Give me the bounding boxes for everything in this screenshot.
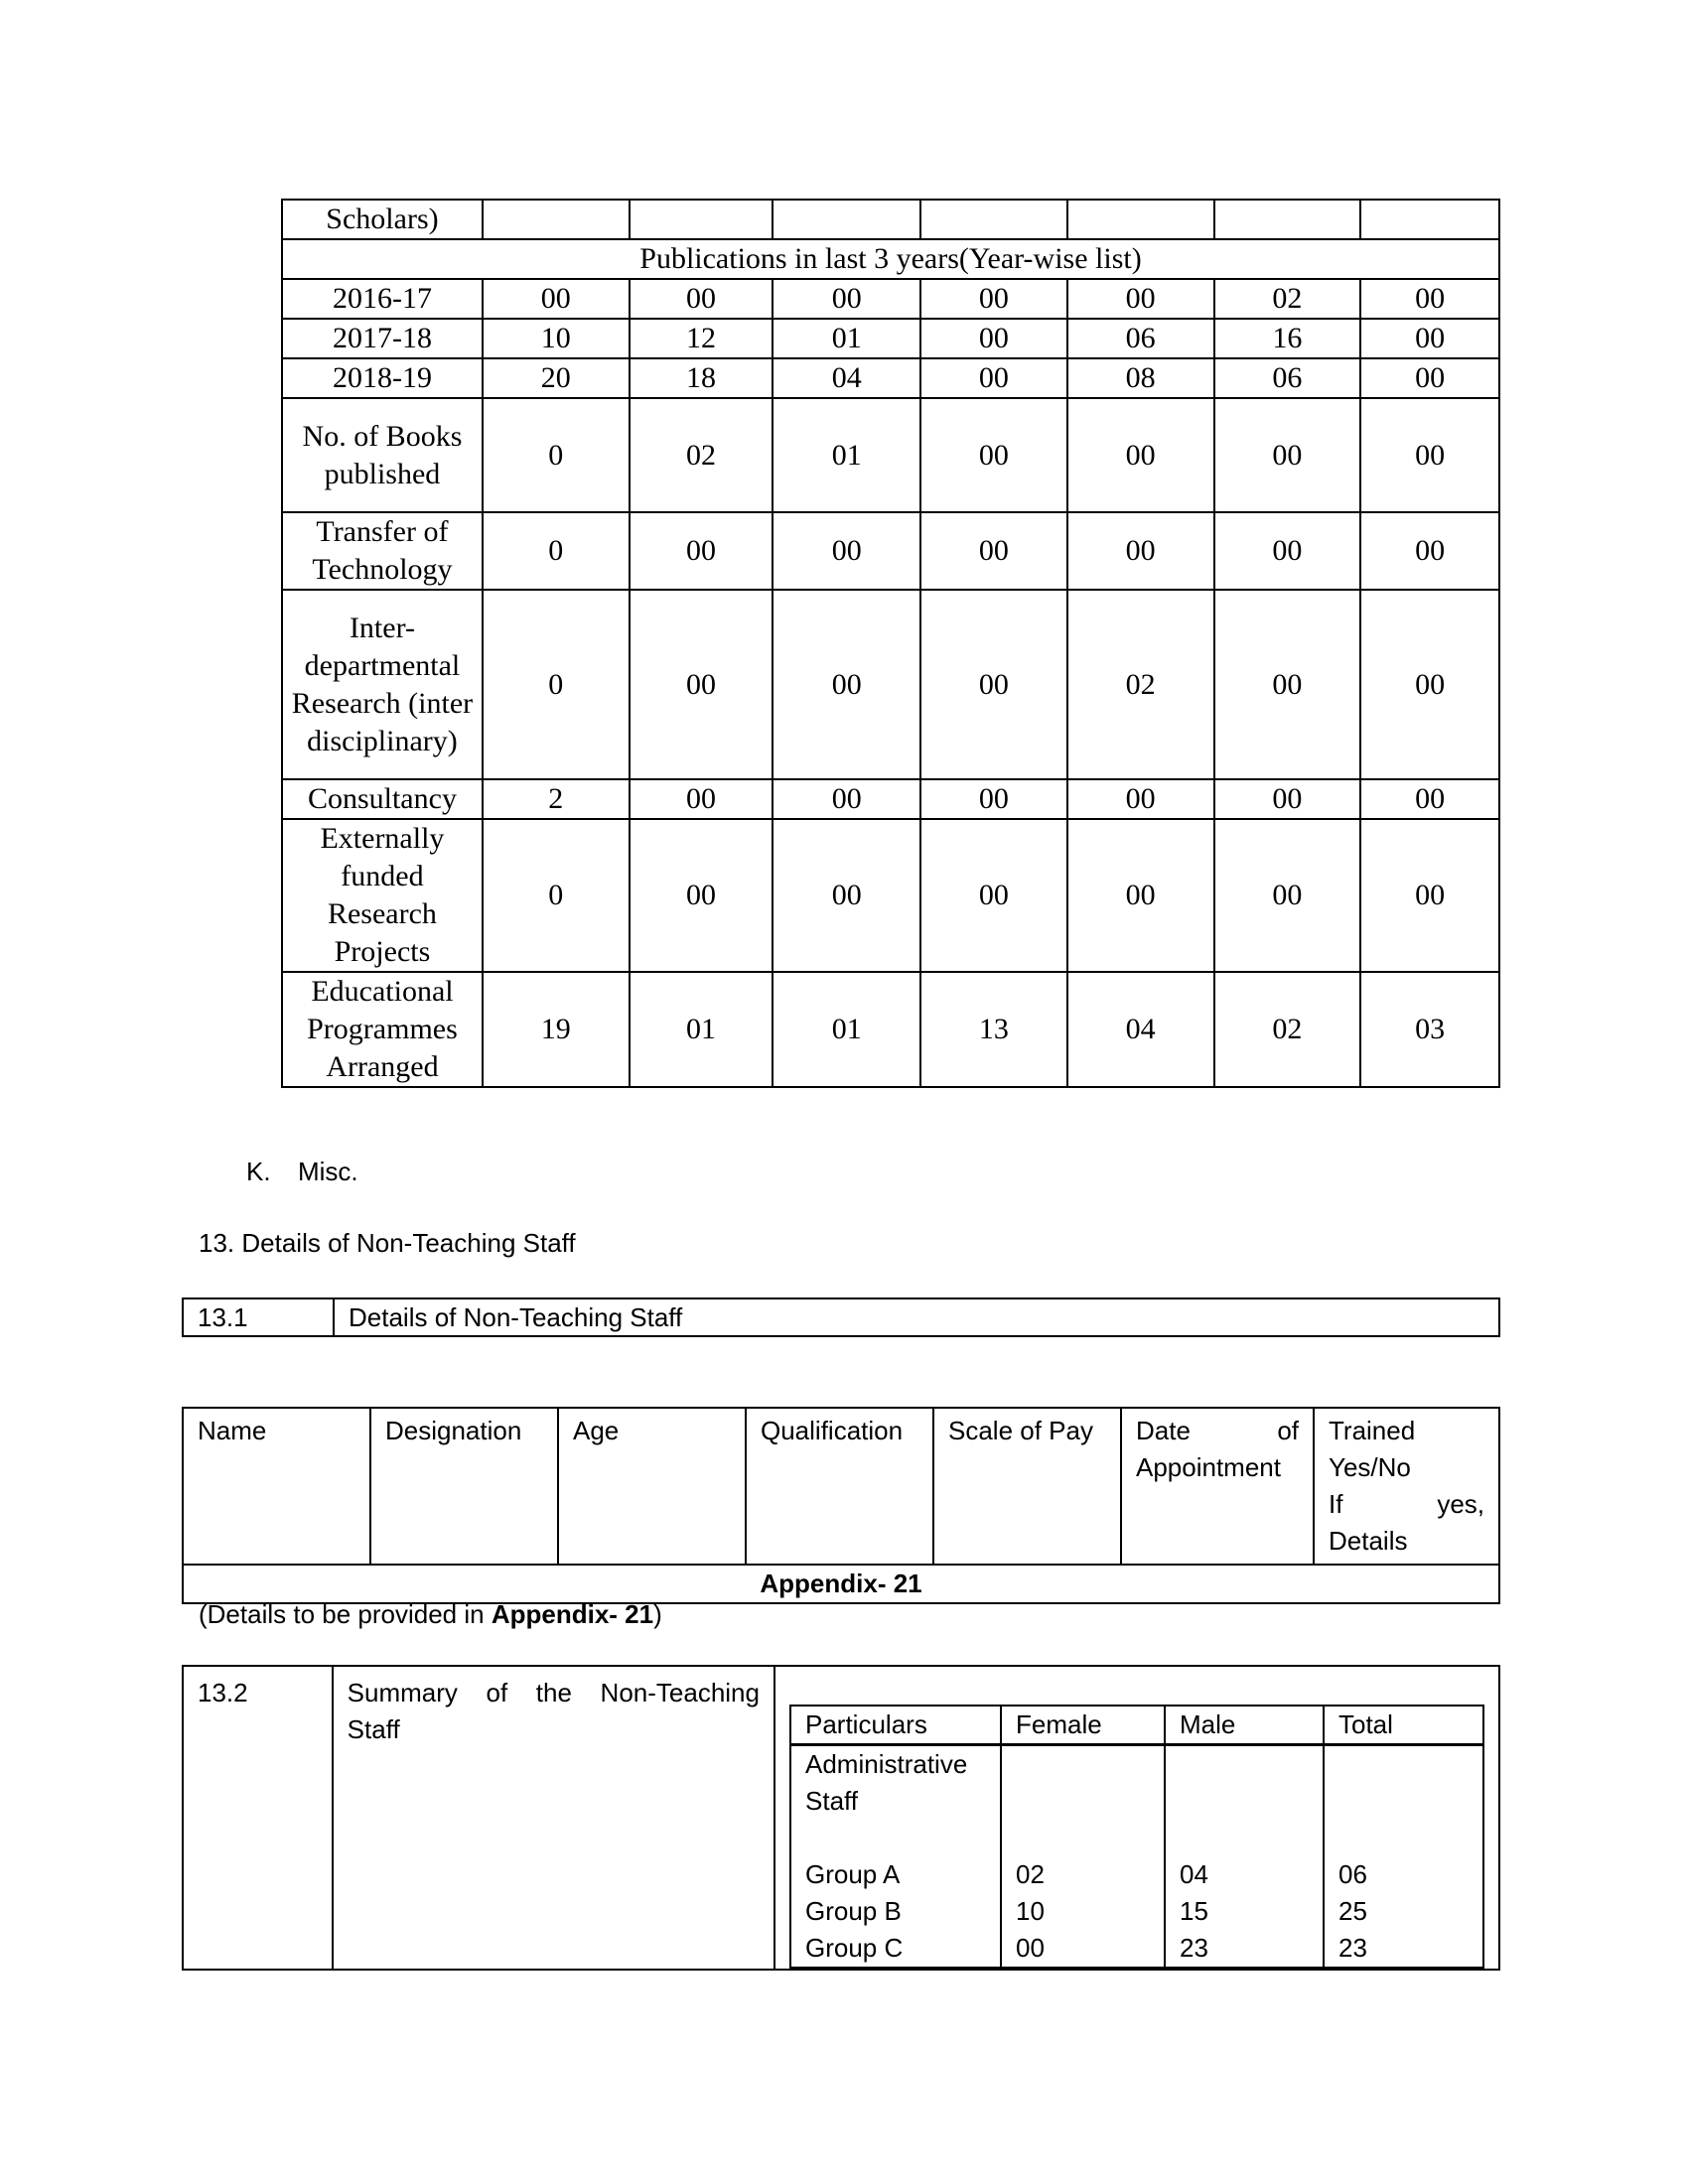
table-row xyxy=(282,279,1499,319)
cell: 00 xyxy=(920,819,1067,972)
summary-table xyxy=(789,1705,1484,1969)
cell: 00 xyxy=(1214,819,1361,972)
cell: 00 xyxy=(630,279,774,319)
row-label: Scholars) xyxy=(282,200,483,239)
cell: 04 xyxy=(1067,972,1214,1087)
cell: 0 xyxy=(483,590,630,779)
column-header: Designation xyxy=(370,1408,558,1565)
column-header: Male xyxy=(1165,1706,1324,1745)
table-row xyxy=(282,819,1499,972)
cell: 00 xyxy=(1360,319,1499,358)
appendix-reference: Appendix- 21 xyxy=(183,1565,1499,1603)
misc-heading xyxy=(246,1157,358,1187)
cell: 00 xyxy=(630,819,774,972)
subsection-label: Summary of the Non-Teaching Staff xyxy=(333,1666,774,1970)
column-header: Age xyxy=(558,1408,746,1565)
cell: 02 xyxy=(1214,279,1361,319)
misc-label: Misc. xyxy=(298,1157,358,1186)
cell: 00 xyxy=(920,512,1067,590)
group-name: Group C xyxy=(805,1933,904,1963)
cell: 06 xyxy=(1067,319,1214,358)
cell: 00 xyxy=(1067,512,1214,590)
table-row xyxy=(282,239,1499,279)
cell: 00 xyxy=(1214,590,1361,779)
cell: 19 xyxy=(483,972,630,1087)
column-header: Particulars xyxy=(790,1706,1001,1745)
cell: 00 xyxy=(1360,279,1499,319)
table-row xyxy=(282,512,1499,590)
cell: 06 xyxy=(1214,358,1361,398)
row-label: Consultancy xyxy=(282,779,483,819)
table-row xyxy=(282,398,1499,512)
research-output-table xyxy=(281,199,1500,1088)
row-label: Educational Programmes Arranged xyxy=(282,972,483,1087)
table-header-row xyxy=(790,1706,1483,1745)
cell: 00 xyxy=(920,779,1067,819)
column-header: Total xyxy=(1324,1706,1483,1745)
row-label: 2016-17 xyxy=(282,279,483,319)
cell: 00 xyxy=(1360,512,1499,590)
table-row xyxy=(282,590,1499,779)
cell: 00 xyxy=(920,319,1067,358)
appendix-note: (Details to be provided in Appendix- 21) xyxy=(199,1599,662,1629)
cell: 0 xyxy=(483,819,630,972)
cell: 00 xyxy=(773,779,920,819)
cell: 13 xyxy=(920,972,1067,1087)
cell: 2 xyxy=(483,779,630,819)
cell: 00 xyxy=(1067,779,1214,819)
subsection-label: Details of Non-Teaching Staff xyxy=(334,1298,1499,1336)
cell: 00 xyxy=(773,590,920,779)
table-row xyxy=(282,972,1499,1087)
subsection-number: 13.1 xyxy=(183,1298,334,1336)
table-row xyxy=(282,319,1499,358)
table-row xyxy=(282,358,1499,398)
row-label: 2018-19 xyxy=(282,358,483,398)
table-row xyxy=(790,1745,1483,1969)
subsection-13-1-table xyxy=(182,1297,1500,1337)
total-cell: 06 25 23 xyxy=(1324,1745,1483,1969)
table-row xyxy=(183,1666,1499,1970)
cell: 0 xyxy=(483,398,630,512)
misc-letter: K. xyxy=(246,1157,271,1186)
cell: 00 xyxy=(920,590,1067,779)
cell: 00 xyxy=(773,819,920,972)
cell: 00 xyxy=(773,279,920,319)
cell: 00 xyxy=(1360,590,1499,779)
column-header: Scale of Pay xyxy=(933,1408,1121,1565)
column-header: Qualification xyxy=(746,1408,933,1565)
table-row xyxy=(183,1565,1499,1603)
cell: 00 xyxy=(920,398,1067,512)
cell: 00 xyxy=(920,279,1067,319)
cell: 00 xyxy=(1067,398,1214,512)
cell: 08 xyxy=(1067,358,1214,398)
cell: 02 xyxy=(1214,972,1361,1087)
cell: 12 xyxy=(630,319,774,358)
cell: 00 xyxy=(1214,512,1361,590)
cell: 00 xyxy=(773,512,920,590)
cell: 20 xyxy=(483,358,630,398)
cell: 00 xyxy=(630,512,774,590)
male-cell: 04 15 23 xyxy=(1165,1745,1324,1969)
group-name: Group A xyxy=(805,1859,901,1889)
row-label: 2017-18 xyxy=(282,319,483,358)
table-row xyxy=(183,1298,1499,1336)
column-header: Name xyxy=(183,1408,370,1565)
cell: 18 xyxy=(630,358,774,398)
cell: 00 xyxy=(1214,398,1361,512)
cell: 01 xyxy=(773,972,920,1087)
cell: 00 xyxy=(630,590,774,779)
cell: 03 xyxy=(1360,972,1499,1087)
table-row xyxy=(282,200,1499,239)
subsection-number: 13.2 xyxy=(183,1666,333,1970)
cell: 00 xyxy=(1360,819,1499,972)
staff-details-table xyxy=(182,1407,1500,1604)
particulars-cell: Administrative Staff Group A Group B Group C xyxy=(790,1745,1001,1969)
cell: 00 xyxy=(1067,819,1214,972)
cell: 10 xyxy=(483,319,630,358)
publications-header: Publications in last 3 years(Year-wise list) xyxy=(282,239,1499,279)
cell: 16 xyxy=(1214,319,1361,358)
female-cell: 02 10 00 xyxy=(1001,1745,1165,1969)
cell: 02 xyxy=(630,398,774,512)
row-label: Externally funded Research Projects xyxy=(282,819,483,972)
cell: 02 xyxy=(1067,590,1214,779)
cell: 00 xyxy=(483,279,630,319)
table-header-row xyxy=(183,1408,1499,1565)
cell: 00 xyxy=(920,358,1067,398)
cell: 01 xyxy=(773,319,920,358)
cell: 00 xyxy=(1360,398,1499,512)
cell: 00 xyxy=(1214,779,1361,819)
section-title: 13. Details of Non-Teaching Staff xyxy=(199,1228,576,1258)
cell: 00 xyxy=(1360,779,1499,819)
group-name: Group B xyxy=(805,1896,902,1926)
cell: 00 xyxy=(1360,358,1499,398)
cell: 01 xyxy=(630,972,774,1087)
cell: 00 xyxy=(1067,279,1214,319)
column-header-trained: Trained Yes/No If yes, Details xyxy=(1314,1408,1499,1565)
subsection-13-2-table xyxy=(182,1665,1500,1971)
row-label: No. of Books published xyxy=(282,398,483,512)
row-label: Transfer of Technology xyxy=(282,512,483,590)
column-header: Female xyxy=(1001,1706,1165,1745)
cell: 01 xyxy=(773,398,920,512)
column-header-date: Date of Appointment xyxy=(1121,1408,1314,1565)
row-label: Inter-departmental Research (inter disciplinary) xyxy=(282,590,483,779)
cell: 0 xyxy=(483,512,630,590)
summary-cell xyxy=(774,1666,1499,1970)
table-row xyxy=(282,779,1499,819)
cell: 04 xyxy=(773,358,920,398)
cell: 00 xyxy=(630,779,774,819)
